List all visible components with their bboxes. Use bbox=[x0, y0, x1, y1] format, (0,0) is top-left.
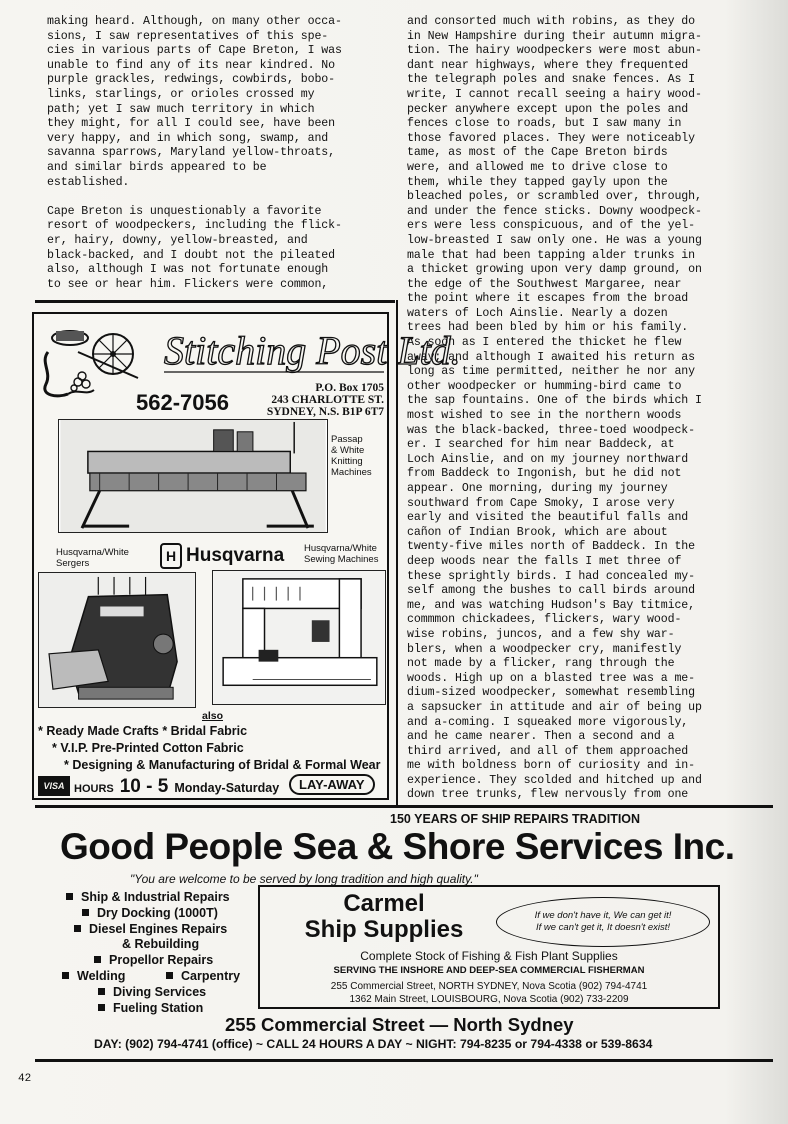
article-paragraph: making heard. Although, on many other occa- sions, I saw representatives of this spe- cies in various parts of Cape Breton, I was unable to find any of its near kindred. No purple grackles, redwings, cowbirds, bobo- links, starlings, or orioles crossed my path; yet I saw much territory in which they might, for all I could see, have been very happy, and in which song, swamp, and savanna sparrows, Maryland yellow-throats, and similar birds appeared to be established. bbox=[47, 15, 342, 189]
slogan-line: If we can't get it, It doesn't exist! bbox=[535, 922, 671, 933]
sewing-machines-label: Husqvarna/White Sewing Machines bbox=[304, 543, 379, 565]
knitting-machines-label: Passap & White Knitting Machines bbox=[331, 434, 372, 478]
divider bbox=[35, 805, 773, 808]
bullet-icon bbox=[166, 972, 173, 979]
bullet-icon bbox=[94, 956, 101, 963]
hours-value: 10 - 5 bbox=[119, 776, 169, 797]
service-item bbox=[62, 922, 262, 938]
service-label: Carpentry bbox=[181, 968, 241, 983]
phone-line: DAY: (902) 794-4741 (office) ~ CALL 24 HOURS A DAY ~ NIGHT: 794-8235 or 794-4338 or 539-8634 bbox=[94, 1037, 653, 1051]
service-label: & Rebuilding bbox=[122, 937, 200, 952]
serger-image bbox=[38, 572, 196, 708]
svg-text:Stitching Post Ltd.: Stitching Post Ltd. bbox=[164, 328, 461, 373]
bullet-icon bbox=[82, 909, 89, 916]
article-paragraph: Cape Breton is unquestionably a favorite resort of woodpeckers, including the flick- er, hairy, downy, yellow-breasted, and black-backed, and I doubt not the pileated also, although I was not fortunate enough to see or hear him. Flickers were common, bbox=[47, 204, 342, 291]
service-label: Welding bbox=[77, 968, 126, 983]
service-item bbox=[62, 969, 262, 985]
stitching-post-logo bbox=[162, 320, 461, 390]
service-label: Ship & Industrial Repairs bbox=[81, 890, 230, 904]
tradition-heading: 150 YEARS OF SHIP REPAIRS TRADITION bbox=[390, 812, 641, 826]
service-item bbox=[62, 985, 262, 1001]
bullet-icon bbox=[62, 972, 69, 979]
visa-icon: VISA bbox=[38, 776, 70, 796]
carmel-name: Carmel Ship Supplies bbox=[304, 890, 464, 943]
feature-line: * V.I.P. Pre-Printed Cotton Fabric bbox=[52, 741, 244, 755]
service-item bbox=[62, 890, 262, 906]
layaway-badge: LAY-AWAY bbox=[289, 774, 375, 795]
slogan-line: If we don't have it, We can get it! bbox=[534, 910, 672, 921]
service-label: Diving Services bbox=[113, 984, 207, 999]
column-divider bbox=[396, 300, 398, 805]
service-label: Diesel Engines Repairs bbox=[89, 921, 228, 936]
street-address: 255 Commercial Street — North Sydney bbox=[225, 1014, 574, 1035]
also-label: also bbox=[202, 710, 224, 722]
address-line: 255 Commercial Street, NORTH SYDNEY, Nova Scotia (902) 794-4741 bbox=[330, 981, 648, 992]
husqvarna-badge-icon: H bbox=[160, 543, 182, 569]
article-right-column bbox=[407, 15, 747, 803]
mailing-address bbox=[244, 382, 384, 418]
company-title: Good People Sea & Shore Services Inc. bbox=[60, 826, 735, 867]
service-label: Fueling Station bbox=[113, 1000, 204, 1015]
husqvarna-logo bbox=[160, 543, 284, 569]
carpentry-item bbox=[166, 969, 240, 985]
brand-name: Husqvarna bbox=[186, 545, 285, 566]
hours-days: Monday-Saturday bbox=[174, 781, 280, 795]
sewing-machine-image bbox=[212, 570, 386, 705]
service-item bbox=[62, 906, 262, 922]
address-line: P.O. Box 1705 bbox=[315, 382, 384, 394]
phone-number: 562-7056 bbox=[136, 390, 229, 415]
bullet-icon bbox=[74, 925, 81, 932]
serving-line: SERVING THE INSHORE AND DEEP-SEA COMMERCIAL FISHERMAN bbox=[333, 965, 645, 976]
bullet-icon bbox=[98, 988, 105, 995]
carmel-ship-supplies-box bbox=[258, 885, 720, 1009]
slogan-oval bbox=[496, 897, 710, 947]
article-left-column bbox=[47, 15, 377, 292]
service-item bbox=[62, 937, 262, 953]
stock-line: Complete Stock of Fishing & Fish Plant Supplies bbox=[360, 949, 618, 963]
address-line: SYDNEY, N.S. B1P 6T7 bbox=[266, 406, 384, 418]
service-label: Dry Docking (1000T) bbox=[97, 905, 218, 920]
address-line: 243 CHARLOTTE ST. bbox=[271, 394, 384, 406]
store-hours bbox=[74, 776, 279, 798]
knitting-machine-image bbox=[58, 419, 328, 533]
service-item bbox=[62, 953, 262, 969]
bullet-icon bbox=[66, 893, 73, 900]
article-paragraph: and consorted much with robins, as they do in New Hampshire during their autumn migra- tion. The hairy woodpeckers were most abun- dant near highways, where they frequented the telegraph poles and snake fences. As I write, I cannot recall seeing a hairy wood- pecker anywhere except upon the poles and fences close to roads, but I saw many in those favored places. They were noticeably tame, as most of the Cape Breton birds were, and allowed me to drive close to them, while they tapped gayly upon the bleached poles, or scrambled over, through, and under the fence sticks. Downy woodpeck- ers were less conspicuous, and of the yel- low-breasted I saw only one. He was a young male that had been tapping alder trunks in a thicket growing upon very damp ground, on the edge of the Southwest Margaree, near the point where it escapes from the broad waters of Loch Ainslie. Nearly a dozen trees had been bled by him or his family. As soon as I entered the thicket he flew away; and although I awaited his return as long as time permitted, neither he nor any other woodpecker or humming-bird came to the sap fountains. One of the birds which I most wished to see in the northern woods was the black-backed, three-toed woodpeck- er. I searched for him near Baddeck, at Loch Ainslie, and on my journey northward from Baddeck to Ingonish, but he did not appear. One morning, during my journey southward from Cape Smoky, I arose very early and visited the beautiful falls and cañon of Indian Brook, which are about twenty-five miles north of Baddeck. In the deep woods near the falls I met three of these sprightly birds. I had concealed my- self among the bushes to call birds around me, and was watching Hudson's Bay titmice, commmon chickadees, flickers, wary wood- wise robins, juncos, and a few shy war- blers, when a woodpecker cry, manifestly not made by a flicker, rang through the woods. High up on a blasted tree was a me- dium-sized woodpecker, somewhat resembling a sapsucker in attitude and air of being up and a-coming. I squeaked more vigorously, and he came nearer. Then a second and a third arrived, and all of them approached me with boldness born of curiosity and in- experience. They scolded and hitched up and down tree trunks, flew nervously from one bbox=[407, 15, 702, 802]
service-label: Propellor Repairs bbox=[109, 953, 214, 968]
feature-line: * Ready Made Crafts * Bridal Fabric bbox=[38, 724, 248, 738]
page-number: 42 bbox=[18, 1073, 32, 1085]
bullet-icon bbox=[98, 1004, 105, 1011]
services-list bbox=[62, 890, 262, 1016]
divider bbox=[35, 300, 395, 303]
divider bbox=[35, 1059, 773, 1062]
stitching-post-ad bbox=[32, 312, 461, 800]
sergers-label: Husqvarna/White Sergers bbox=[56, 547, 129, 569]
hours-label: HOURS bbox=[74, 783, 114, 795]
tagline: "You are welcome to be served by long tradition and high quality." bbox=[130, 872, 478, 886]
address-line: 1362 Main Street, LOUISBOURG, Nova Scotia (902) 733-2209 bbox=[349, 994, 629, 1005]
feature-line: * Designing & Manufacturing of Bridal & Formal Wear bbox=[64, 758, 381, 772]
